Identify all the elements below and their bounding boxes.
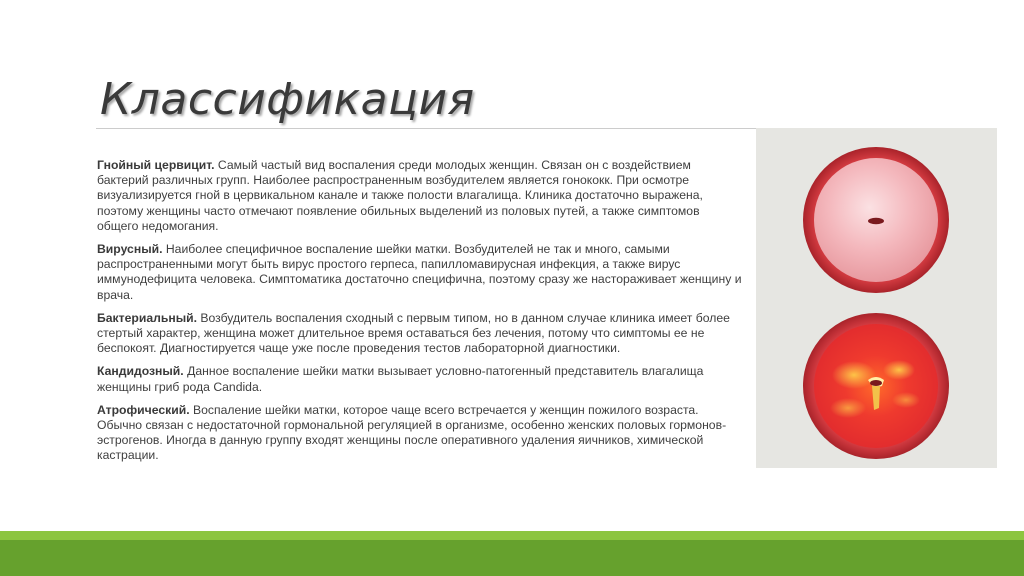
inflamed-cervix-image <box>803 313 949 459</box>
paragraph-viral <box>97 242 742 303</box>
term-label: Вирусный. <box>97 242 163 257</box>
paragraph-purulent <box>97 158 742 234</box>
classification-text <box>97 158 742 472</box>
term-label: Гнойный цервицит. <box>97 158 215 172</box>
footer-bar <box>0 540 1024 576</box>
term-description: Самый частый вид воспаления среди молодых женщин. Связан он с воздействием бактерий различных групп. Наиболее распространенным возбудителем является гонококк. При осмотре визуализируется гной в цервикальном канале и также полости влагалища. Клиника достаточно выражена, поэтому женщины часто отмечают появление обильных выделений из половых путей, а также симптомов общего недомогания. <box>97 158 703 233</box>
slide-title: Классификация <box>100 74 475 125</box>
paragraph-bacterial <box>97 311 742 357</box>
term-label: Атрофический. <box>97 402 190 417</box>
title-divider <box>96 128 756 129</box>
cervix-illustration <box>756 128 997 468</box>
term-description: Данное воспаление шейки матки вызывает условно-патогенный представитель влагалища женщины гриб рода Candida. <box>97 364 704 394</box>
term-label: Кандидозный. <box>97 364 184 379</box>
term-description: Наиболее специфичное воспаление шейки матки. Возбудителей не так и много, самыми распространенными могут быть вирус простого герпеса, папилломавирусная инфекция, а также вирус иммунодефицита человека. Симптоматика достаточно специфична, поэтому сразу же настораживает женщину и врача. <box>97 242 742 302</box>
healthy-cervix-image <box>803 147 949 293</box>
paragraph-candidal <box>97 364 742 394</box>
term-description: Возбудитель воспаления сходный с первым типом, но в данном случае клиника имеет более стертый характер, женщина может длительное время оставаться без лечения, потому что симптомы ее не беспокоят. Диагностируется чаще уже после проведения тестов лабораторной диагностики. <box>97 310 730 356</box>
paragraph-atrophic <box>97 403 742 464</box>
term-description: Воспаление шейки матки, которое чаще всего встречается у женщин пожилого возраста. Обычно связан с недостаточной гормональной регуляцией в организме, особенно женских половых гормонов-эстрогенов. Иногда в данную группу входят женщины после оперативного удаления яичников, химической кастрации. <box>97 402 727 463</box>
footer-accent-bar <box>0 531 1024 540</box>
cervix-illustration-panel <box>756 128 997 468</box>
term-label: Бактериальный. <box>97 310 197 325</box>
